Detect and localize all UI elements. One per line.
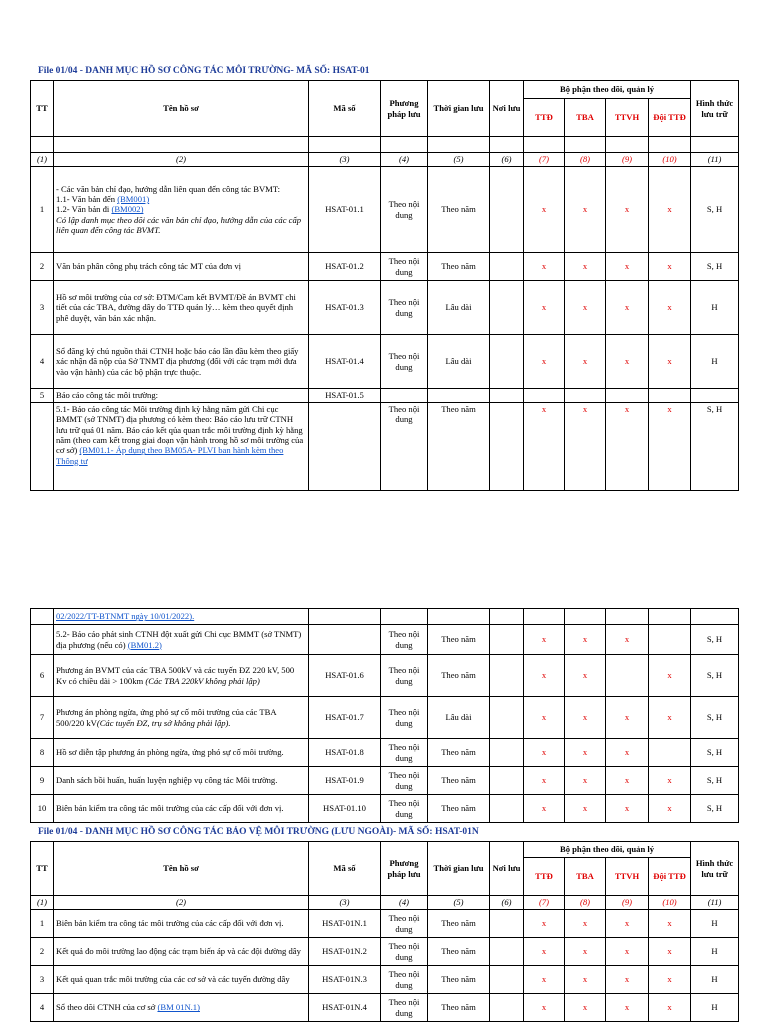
row-note: (Các TBA 220kV không phải lập) xyxy=(145,675,260,686)
mark: x xyxy=(524,253,565,281)
row-code: HSAT-01N.3 xyxy=(309,966,381,994)
row-text: 5.1- Báo cáo công tác Môi trường định kỳ hằng năm gửi Chi cục BMMT (sở TNMT) địa phương có kèm theo: Báo cáo lưu trữ CTNH lưu trữ quá 01 năm. Báo cáo kết qủa quan trắc môi trường định kỳ hằng năm (theo cam kết trong giai đoạn vận hành trong hồ sơ môi trường của cơ sở) xyxy=(56,404,304,456)
row-time: Theo năm xyxy=(428,795,490,823)
header-name: Tên hồ sơ xyxy=(54,81,309,137)
colnum: (2) xyxy=(54,153,309,167)
header-time: Thời gian lưu xyxy=(428,842,490,896)
row-note: Có lập danh mục theo dõi các văn bản chỉ đạo, hướng dẫn của các cấp liên quan đến công tác BVMT. xyxy=(56,214,302,235)
colnum: (1) xyxy=(31,153,54,167)
mark: x xyxy=(649,655,691,697)
colnum: (5) xyxy=(428,896,490,910)
row-name: Kết quả đo môi trường lao động các trạm biến áp và các đội đường dây xyxy=(54,938,309,966)
bm002-link[interactable]: (BM002) xyxy=(111,204,144,215)
mark: x xyxy=(649,253,691,281)
header-code: Mã số xyxy=(309,81,381,137)
row-code: HSAT-01.7 xyxy=(309,697,381,739)
mark: x xyxy=(524,938,565,966)
row-name: Sổ đăng ký chủ nguồn thải CTNH hoặc báo cáo lần đầu kèm theo giấy xác nhận đã nộp của Sở TNMT địa phương (đối với các trạm mới đưa vào vận hành) của các bộ phận trực thuộc. xyxy=(54,335,309,389)
table-row xyxy=(31,655,739,697)
colnum: (2) xyxy=(54,896,309,910)
row-method: Theo nội dung xyxy=(381,253,428,281)
row-note: (Các tuyến ĐZ, trụ sở không phải lập). xyxy=(96,717,231,728)
row-text: Sổ theo dõi CTNH của cơ sở xyxy=(56,1002,158,1013)
colnum: (8) xyxy=(565,153,606,167)
row-form: S, H xyxy=(691,655,739,697)
row-time: Lâu dài xyxy=(428,281,490,335)
mark: x xyxy=(565,938,606,966)
row-form: H xyxy=(691,938,739,966)
row-method: Theo nội dung xyxy=(381,281,428,335)
mark: x xyxy=(565,167,606,253)
row-place xyxy=(490,167,524,253)
section-title-2: File 01/04 - DANH MỤC HỒ SƠ CÔNG TÁC BẢO VỆ MÔI TRƯỜNG (LƯU NGOÀI)- MÃ SỐ: HSAT-01N xyxy=(38,827,479,837)
row-code: HSAT-01.1 xyxy=(309,167,381,253)
mark: x xyxy=(524,910,565,938)
row-place xyxy=(490,253,524,281)
header-time: Thời gian lưu xyxy=(428,81,490,137)
header-tba: TBA xyxy=(565,99,606,137)
table-row xyxy=(31,253,739,281)
row-text: 1.1- Văn bản đến xyxy=(56,194,118,205)
records-table-2 xyxy=(30,841,739,1022)
row-text: - Các văn bản chỉ đạo, hướng dẫn liên quan đến công tác BVMT: xyxy=(56,183,281,194)
bm01-1-link[interactable]: (BM01.1- Áp dụng theo BM05A- PLVI ban hành kèm theo Thông tư xyxy=(56,445,284,466)
row-time: Theo năm xyxy=(428,994,490,1022)
bm01-2-link[interactable]: (BM01.2) xyxy=(127,639,162,650)
mark: x xyxy=(606,281,649,335)
mark: x xyxy=(649,795,691,823)
table-row xyxy=(31,767,739,795)
row-method: Theo nội dung xyxy=(381,910,428,938)
header-method: Phương pháp lưu xyxy=(381,842,428,896)
table-row xyxy=(31,167,739,253)
row-tt: 10 xyxy=(31,795,54,823)
row-code: HSAT-01N.1 xyxy=(309,910,381,938)
row-code: HSAT-01N.4 xyxy=(309,994,381,1022)
table-row xyxy=(31,403,739,491)
row-time: Lâu dài xyxy=(428,335,490,389)
row-form: S, H xyxy=(691,625,739,655)
row-method: Theo nội dung xyxy=(381,994,428,1022)
mark: x xyxy=(565,795,606,823)
mark: x xyxy=(606,335,649,389)
colnum: (10) xyxy=(649,896,691,910)
mark: x xyxy=(565,281,606,335)
table-row xyxy=(31,697,739,739)
row-method: Theo nội dung xyxy=(381,403,428,491)
colnum: (7) xyxy=(524,153,565,167)
colnum: (1) xyxy=(31,896,54,910)
table-row xyxy=(31,938,739,966)
header-doi: Đội TTĐ xyxy=(649,858,691,896)
mark: x xyxy=(649,335,691,389)
mark: x xyxy=(606,910,649,938)
table-row xyxy=(31,739,739,767)
row-time: Theo năm xyxy=(428,938,490,966)
header-form: Hình thức lưu trữ xyxy=(691,81,739,137)
row-form: S, H xyxy=(691,253,739,281)
column-number-row xyxy=(31,153,739,167)
mark: x xyxy=(606,167,649,253)
mark: x xyxy=(565,625,606,655)
row-time: Theo năm xyxy=(428,739,490,767)
row-name: Hồ sơ diễn tập phương án phòng ngừa, ứng phó sự cố môi trường. xyxy=(54,739,309,767)
mark: x xyxy=(524,403,565,491)
mark: x xyxy=(565,910,606,938)
colnum: (9) xyxy=(606,153,649,167)
mark: x xyxy=(565,767,606,795)
mark: x xyxy=(649,910,691,938)
mark: x xyxy=(606,966,649,994)
mark: x xyxy=(565,697,606,739)
mark: x xyxy=(524,281,565,335)
row-form: S, H xyxy=(691,739,739,767)
row-code: HSAT-01.4 xyxy=(309,335,381,389)
bm01n1-link[interactable]: (BM 01N.1) xyxy=(157,1002,200,1013)
header-name: Tên hồ sơ xyxy=(54,842,309,896)
mark: x xyxy=(649,938,691,966)
row-tt: 5 xyxy=(31,389,54,403)
row-code: HSAT-01.3 xyxy=(309,281,381,335)
row-tt: 1 xyxy=(31,910,54,938)
mark: x xyxy=(565,994,606,1022)
row-tt: 1 xyxy=(31,167,54,253)
mark: x xyxy=(606,994,649,1022)
header-ttd: TTĐ xyxy=(524,99,565,137)
row-name xyxy=(54,994,309,1022)
row-code: HSAT-01.6 xyxy=(309,655,381,697)
row-name: Danh sách bồi huấn, huấn luyện nghiệp vụ công tác Môi trường. xyxy=(54,767,309,795)
mark: x xyxy=(565,335,606,389)
row-time: Theo năm xyxy=(428,625,490,655)
row-form: S, H xyxy=(691,403,739,491)
row-tt: 9 xyxy=(31,767,54,795)
mark: x xyxy=(606,253,649,281)
row-time: Theo năm xyxy=(428,655,490,697)
row-name xyxy=(54,697,309,739)
row-code: HSAT-01.8 xyxy=(309,739,381,767)
mark: x xyxy=(524,994,565,1022)
row-tt: 6 xyxy=(31,655,54,697)
row-time: Theo năm xyxy=(428,767,490,795)
row-tt: 2 xyxy=(31,253,54,281)
mark: x xyxy=(565,739,606,767)
colnum: (11) xyxy=(691,896,739,910)
mark: x xyxy=(524,335,565,389)
colnum: (6) xyxy=(490,896,524,910)
row-time: Theo năm xyxy=(428,253,490,281)
header-ttvh: TTVH xyxy=(606,858,649,896)
row-name: Kết quả quan trắc môi trường của các cơ sở và các tuyến đường dây xyxy=(54,966,309,994)
mark: x xyxy=(649,767,691,795)
header-tt: TT xyxy=(31,842,54,896)
mark: x xyxy=(565,253,606,281)
mark: x xyxy=(649,697,691,739)
row-code: HSAT-01.2 xyxy=(309,253,381,281)
mark: x xyxy=(524,966,565,994)
mark: x xyxy=(606,403,649,491)
row-name xyxy=(54,403,309,491)
table-row xyxy=(31,994,739,1022)
records-table-1-continued xyxy=(30,608,739,823)
row-tt: 4 xyxy=(31,994,54,1022)
row-name xyxy=(54,167,309,253)
row-tt: 4 xyxy=(31,335,54,389)
row-method: Theo nội dung xyxy=(381,938,428,966)
table-row xyxy=(31,910,739,938)
mark: x xyxy=(606,739,649,767)
colnum: (6) xyxy=(490,153,524,167)
header-method: Phương pháp lưu xyxy=(381,81,428,137)
mark: x xyxy=(606,625,649,655)
row-name xyxy=(54,655,309,697)
row-method: Theo nội dung xyxy=(381,966,428,994)
header-place: Nơi lưu xyxy=(490,842,524,896)
row-time: Theo năm xyxy=(428,167,490,253)
colnum: (3) xyxy=(309,153,381,167)
table-row xyxy=(31,281,739,335)
row-form: H xyxy=(691,994,739,1022)
mark: x xyxy=(649,966,691,994)
colnum: (5) xyxy=(428,153,490,167)
row-code: HSAT-01.5 xyxy=(309,389,381,403)
row-name: Văn bản phân công phụ trách công tác MT của đơn vị xyxy=(54,253,309,281)
row-text: Phương án BVMT của các TBA 500kV và các tuyến ĐZ 220 kV, 500 Kv có chiều dài > 100km xyxy=(56,665,295,686)
row-place xyxy=(490,281,524,335)
colnum: (3) xyxy=(309,896,381,910)
row-method: Theo nội dung xyxy=(381,767,428,795)
row-code: HSAT-01.10 xyxy=(309,795,381,823)
header-tba: TBA xyxy=(565,858,606,896)
row-name xyxy=(54,609,309,625)
row-form: H xyxy=(691,335,739,389)
colnum: (11) xyxy=(691,153,739,167)
mark: x xyxy=(524,767,565,795)
row-place xyxy=(490,335,524,389)
row-form: S, H xyxy=(691,167,739,253)
row-form: H xyxy=(691,281,739,335)
row-name xyxy=(54,625,309,655)
mark: x xyxy=(524,739,565,767)
colnum: (8) xyxy=(565,896,606,910)
colnum: (4) xyxy=(381,896,428,910)
table-row xyxy=(31,625,739,655)
header-ttd: TTĐ xyxy=(524,858,565,896)
mark: x xyxy=(606,767,649,795)
mark: x xyxy=(649,403,691,491)
mark: x xyxy=(524,697,565,739)
header-place: Nơi lưu xyxy=(490,81,524,137)
header-tt: TT xyxy=(31,81,54,137)
row-form: S, H xyxy=(691,697,739,739)
table-row xyxy=(31,389,739,403)
mark: x xyxy=(524,167,565,253)
mark: x xyxy=(524,795,565,823)
table-row xyxy=(31,795,739,823)
header-ttvh: TTVH xyxy=(606,99,649,137)
row-code: HSAT-01.9 xyxy=(309,767,381,795)
row-tt: 3 xyxy=(31,281,54,335)
header-dept: Bộ phận theo dõi, quản lý xyxy=(524,81,691,99)
row-tt: 3 xyxy=(31,966,54,994)
mark: x xyxy=(649,994,691,1022)
colnum: (10) xyxy=(649,153,691,167)
row-form: S, H xyxy=(691,767,739,795)
row-method: Theo nội dung xyxy=(381,625,428,655)
records-table-1 xyxy=(30,80,739,491)
row-form: H xyxy=(691,910,739,938)
mark: x xyxy=(565,966,606,994)
row-name: Biên bản kiểm tra công tác môi trường của các cấp đối với đơn vị. xyxy=(54,910,309,938)
header-dept: Bộ phận theo dõi, quản lý xyxy=(524,842,691,858)
row-name: Hồ sơ môi trường của cơ sở: ĐTM/Cam kết BVMT/Đề án BVMT chi tiết của các TBA, đường dây do TTĐ quản lý… kèm theo quyết định phê duyệt, văn bản xác nhận. xyxy=(54,281,309,335)
table-row xyxy=(31,335,739,389)
mark: x xyxy=(565,403,606,491)
row-code: HSAT-01N.2 xyxy=(309,938,381,966)
row-tt: 7 xyxy=(31,697,54,739)
row-tt: 2 xyxy=(31,938,54,966)
table-row xyxy=(31,966,739,994)
header-code: Mã số xyxy=(309,842,381,896)
row-text: 1.2- Văn bản đi xyxy=(56,204,112,215)
colnum: (7) xyxy=(524,896,565,910)
mark: x xyxy=(606,697,649,739)
row-form: S, H xyxy=(691,795,739,823)
row-method: Theo nội dung xyxy=(381,655,428,697)
mark: x xyxy=(606,795,649,823)
mark: x xyxy=(565,655,606,697)
row-form: H xyxy=(691,966,739,994)
header-form: Hình thức lưu trữ xyxy=(691,842,739,896)
mark: x xyxy=(649,167,691,253)
row-method: Theo nội dung xyxy=(381,795,428,823)
mark: x xyxy=(606,938,649,966)
colnum: (9) xyxy=(606,896,649,910)
bm001-link[interactable]: (BM001) xyxy=(117,194,150,205)
header-doi: Đội TTĐ xyxy=(649,99,691,137)
row-method: Theo nội dung xyxy=(381,335,428,389)
row-text: 5.2- Báo cáo phát sinh CTNH đột xuất gửi Chi cục BMMT (sở TNMT) địa phương (nếu có) xyxy=(56,629,302,650)
mark: x xyxy=(524,625,565,655)
mark: x xyxy=(524,655,565,697)
row-method: Theo nội dung xyxy=(381,167,428,253)
row-name: Biên bản kiểm tra công tác môi trường của các cấp đối với đơn vị. xyxy=(54,795,309,823)
row-tt: 8 xyxy=(31,739,54,767)
colnum: (4) xyxy=(381,153,428,167)
column-number-row xyxy=(31,896,739,910)
row-text: Phương án phòng ngừa, ứng phó sự cố môi trường của các TBA 500/220 kV xyxy=(56,707,277,728)
circular-link[interactable]: 02/2022/TT-BTNMT ngày 10/01/2022). xyxy=(56,611,195,622)
row-method: Theo nội dung xyxy=(381,697,428,739)
row-name: Báo cáo công tác môi trường: xyxy=(54,389,309,403)
row-time: Theo năm xyxy=(428,910,490,938)
row-time: Theo năm xyxy=(428,966,490,994)
row-method: Theo nội dung xyxy=(381,739,428,767)
row-time: Theo năm xyxy=(428,403,490,491)
row-time: Lâu dài xyxy=(428,697,490,739)
mark: x xyxy=(649,281,691,335)
section-title-1: File 01/04 - DANH MỤC HỒ SƠ CÔNG TÁC MÔI TRƯỜNG- MÃ SỐ: HSAT-01 xyxy=(38,66,370,76)
